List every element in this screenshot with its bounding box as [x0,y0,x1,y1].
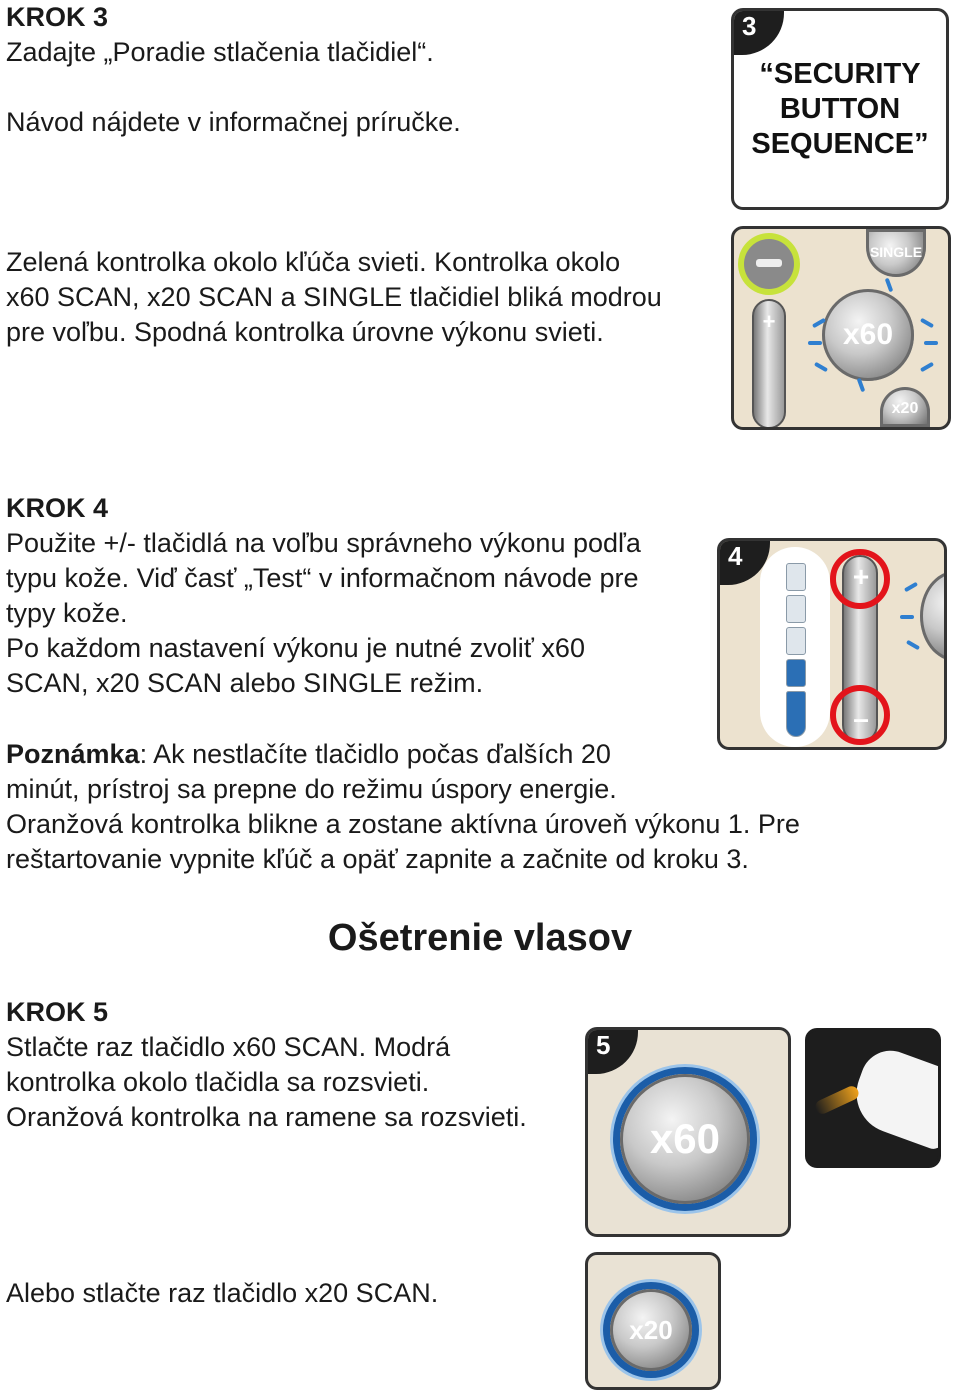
security-sequence-panel [731,8,949,210]
blink-ray [900,615,914,619]
step4-heading: KROK 4 [6,493,109,523]
step4-device-illustration [717,538,947,750]
blink-ray [808,341,822,345]
x20-label: x20 [629,1315,673,1345]
plus-button-label: + [762,309,776,334]
blink-ray [924,341,938,345]
x20-label: x20 [891,400,919,417]
step-badge: 5 [586,1028,638,1074]
level-segment [786,595,806,623]
blink-ray [885,278,894,293]
step-badge: 4 [718,539,770,585]
level-segment [786,627,806,655]
note-text: : Ak nestlačíte tlačidlo počas ďalších 20 minút, prístroj sa prepne do režimu úspory energie. Oranžová kontrolka blikne a zostane aktívna úroveň výkonu 1. Pre reštartovanie vypnite kľúč a opäť zapnite a začnite od kroku 3. [6,739,800,874]
x60-scan-button [620,1074,750,1204]
blink-ray [920,362,934,372]
step3-description: Zelená kontrolka okolo kľúča svieti. Kontrolka okolo x60 SCAN, x20 SCAN a SINGLE tlačidiel bliká modrou pre voľbu. Spodná kontrolka úrovne výkonu svieti. [6,247,662,347]
blink-ray [814,362,828,372]
single-button [866,229,926,277]
step-badge: 3 [732,9,784,55]
power-level-bar [752,299,786,429]
x20-scan-button [610,1289,692,1371]
applicator-arm-illustration [805,1028,941,1168]
step5-instructions: Stlačte raz tlačidlo x60 SCAN. Modrá kontrolka okolo tlačidla sa rozsvieti. Oranžová kontrolka na ramene sa rozsvieti. [6,1032,527,1132]
step5-alternative: Alebo stlačte raz tlačidlo x20 SCAN. [6,1278,439,1308]
x60-label: x60 [842,318,894,351]
x20-scan-button [880,387,930,427]
level-segment [786,563,806,591]
x60-label: x60 [649,1115,721,1162]
security-sequence-text: “SECURITY BUTTON SEQUENCE” [751,58,929,160]
section-title: Ošetrenie vlasov [327,917,633,959]
x60-button-edge [920,571,947,661]
minus-label: – [853,703,869,734]
applicator-head [845,1042,941,1151]
step3-device-illustration [731,226,951,430]
key-icon [744,239,794,289]
step3-heading: KROK 3 [6,2,109,32]
step5-heading: KROK 5 [6,997,109,1027]
blink-ray [906,640,920,650]
orange-light-icon [813,1084,861,1116]
blink-ray [920,318,934,328]
power-saving-note [6,737,800,877]
x60-scan-button [822,289,914,381]
level-segment-active [786,659,806,687]
step4-instructions: Použite +/- tlačidlá na voľbu správneho výkonu podľa typu kože. Viď časť „Test“ v informačnom návode pre typy kože. Po každom nastavení výkonu je nutné zvoliť x60 SCAN, x20 SCAN alebo SINGLE režim. [6,528,641,698]
note-label: Poznámka [6,739,140,769]
step5-x60-illustration [585,1027,791,1237]
plus-label: + [852,561,870,592]
blink-ray [904,582,918,592]
single-label: SINGLE [869,244,923,260]
step3-instruction: Zadajte „Poradie stlačenia tlačidiel“. [6,37,434,67]
step5-x20-illustration [585,1252,721,1390]
level-segment-active [786,691,806,737]
step3-manual-reference: Návod nájdete v informačnej príručke. [6,107,461,137]
